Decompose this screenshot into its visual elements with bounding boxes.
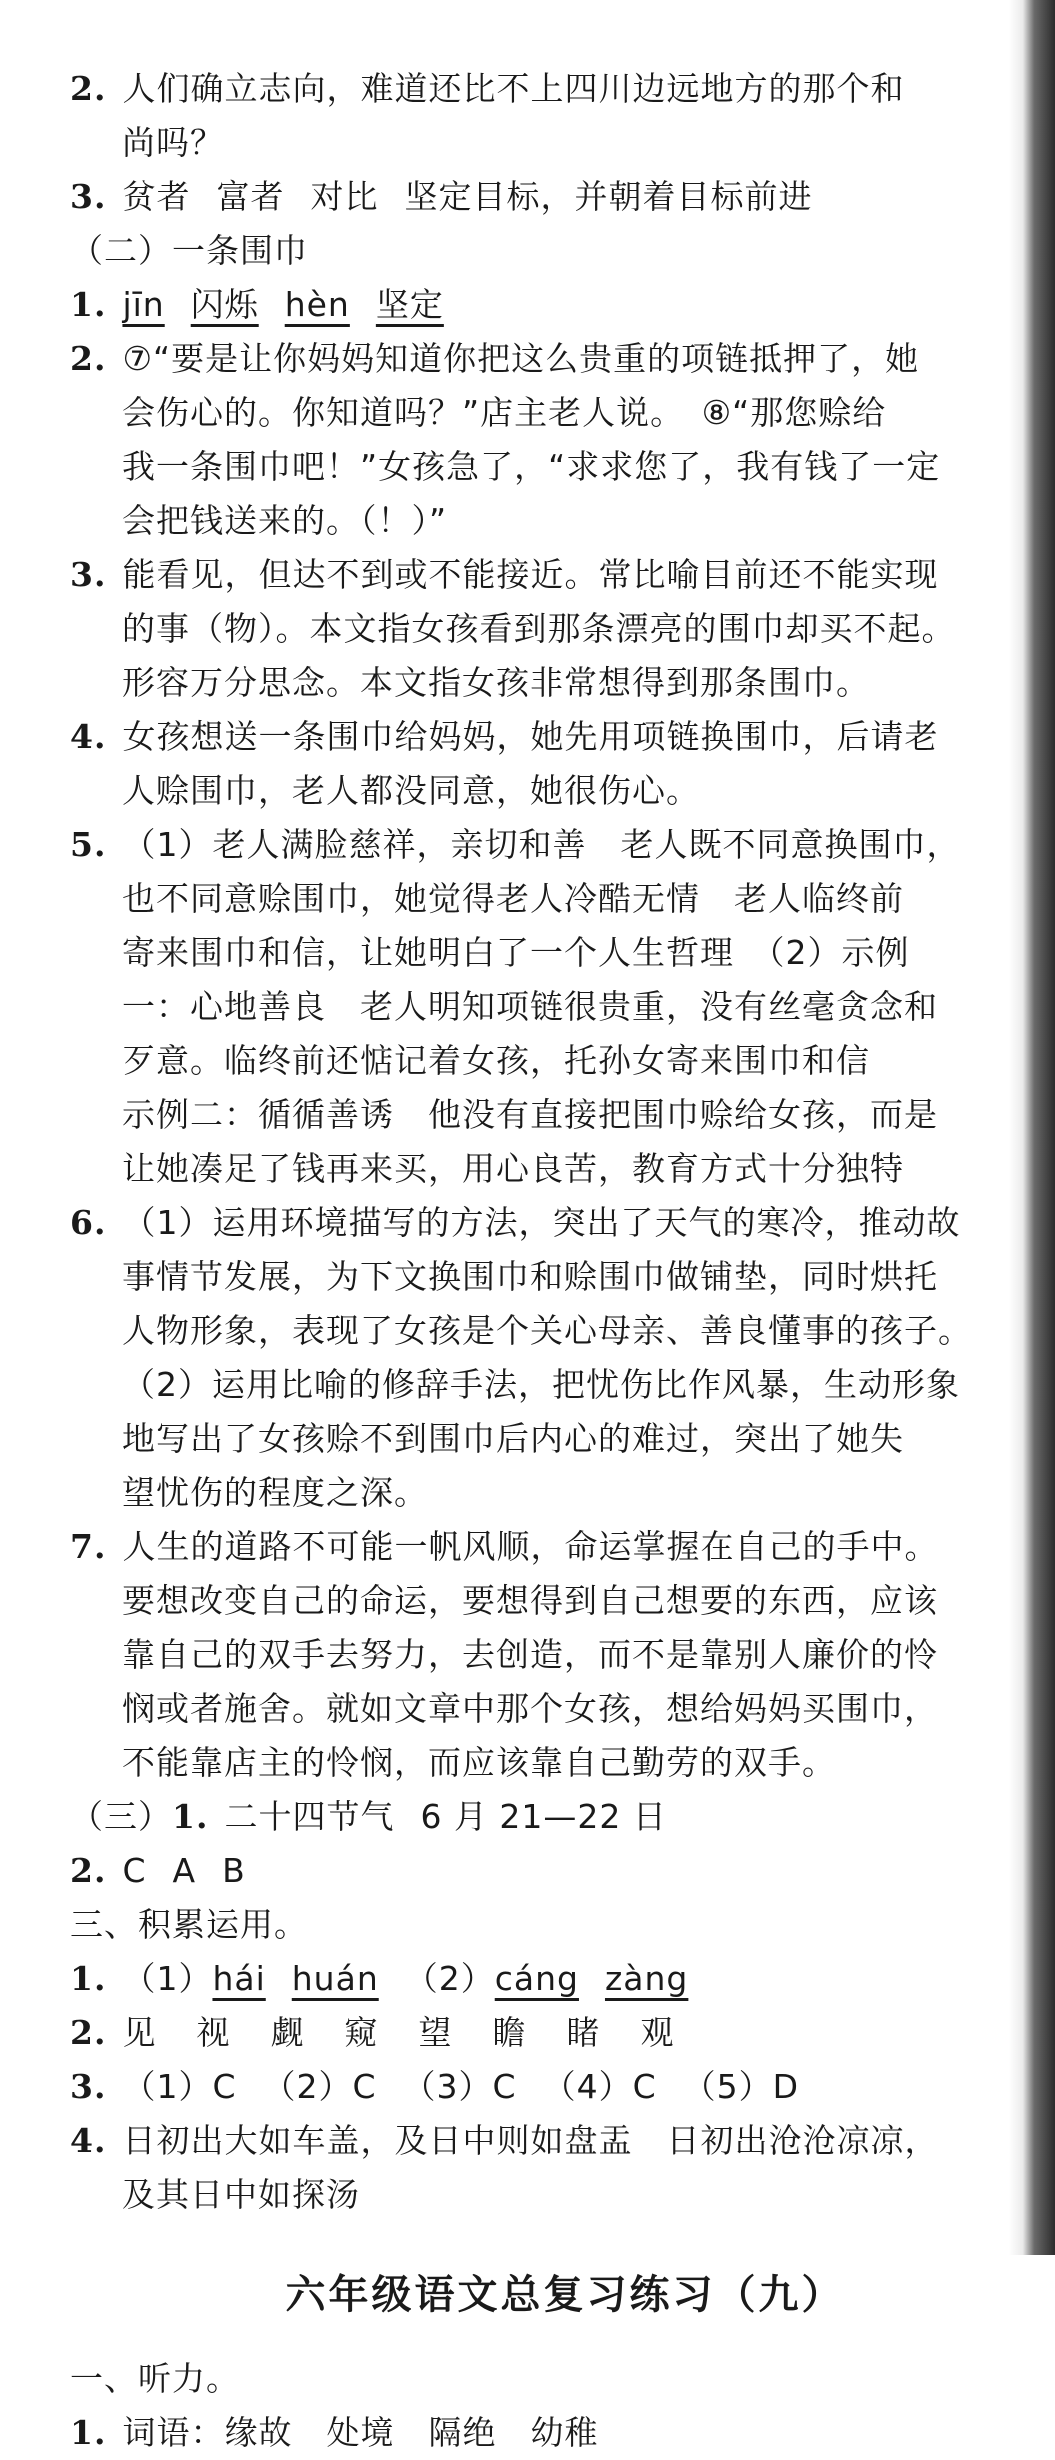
answer-text: 能看见，但达不到或不能接近。常比喻目前还不能实现 [122, 555, 939, 594]
answer-part: 窥 [344, 2013, 379, 2052]
answer-text: 会伤心的。你知道吗？”店主老人说。 ⑧“那您赊给 [122, 393, 887, 432]
answer-part: A [172, 1851, 197, 1890]
answer-part: 观 [640, 2013, 675, 2052]
answer-text: 要想改变自己的命运，要想得到自己想要的东西，应该 [122, 1581, 938, 1620]
answer-line [70, 1250, 1000, 1304]
item-number: 4. [70, 2121, 107, 2160]
answer-part: 6 月 21—22 日 [420, 1797, 667, 1836]
answer-part: 富者 [216, 177, 285, 216]
answer-part: （5）D [682, 2067, 800, 2106]
answer-line [70, 1952, 1000, 2006]
answer-part: 视 [196, 2013, 231, 2052]
item-number: 2. [70, 1851, 107, 1890]
item-number: 3. [70, 2067, 107, 2106]
answer-part: 对比 [310, 177, 379, 216]
pinyin-answer: huán [291, 1959, 379, 1998]
answer-text: 不能靠店主的怜悯，而应该靠自己勤劳的双手。 [122, 1743, 836, 1782]
answer-line [70, 2114, 1000, 2168]
answer-part: 见 [122, 2013, 157, 2052]
item-number: 7. [70, 1527, 107, 1566]
answer-text: （1）运用环境描写的方法，突出了天气的寒冷，推动故 [122, 1203, 961, 1242]
answer-line [70, 116, 1000, 170]
heading-text: 三、积累运用。 [70, 1905, 308, 1944]
item-number: 2. [70, 339, 107, 378]
answer-line [70, 926, 1000, 980]
section-title: 六年级语文总复习练习（九） [285, 2272, 845, 2318]
answer-line [70, 548, 1000, 602]
answer-part: 贫者 [122, 177, 191, 216]
heading-text: （二）一条围巾 [70, 231, 308, 270]
answer-text: 人物形象，表现了女孩是个关心母亲、善良懂事的孩子。 [122, 1311, 972, 1350]
word-answer: 坚定 [375, 285, 444, 324]
answer-line [70, 1844, 1000, 1898]
answer-content [70, 62, 1000, 2460]
answer-line [70, 1196, 1000, 1250]
answer-text: 靠自己的双手去努力，去创造，而不是靠别人廉价的怜 [122, 1635, 938, 1674]
answer-line [70, 2168, 1000, 2222]
answer-line [70, 62, 1000, 116]
item-number: 4. [70, 717, 107, 756]
answer-text: 日初出大如车盖，及日中则如盘盂 日初出沧沧凉凉， [122, 2121, 939, 2160]
answer-text: 我一条围巾吧！”女孩急了，“求求您了，我有钱了一定 [122, 447, 941, 486]
answer-line [70, 332, 1000, 386]
page-edge-shadow [1009, 0, 1055, 2255]
answer-line [70, 1412, 1000, 1466]
subsection-heading: （三） [70, 1797, 172, 1836]
item-number: 2. [70, 69, 107, 108]
answer-line [70, 1034, 1000, 1088]
answer-line [70, 656, 1000, 710]
heading-text: 一、听力。 [70, 2359, 240, 2398]
answer-line [70, 2060, 1000, 2114]
answer-line [70, 2406, 1000, 2460]
item-number: 3. [70, 555, 107, 594]
answer-line [70, 170, 1000, 224]
answer-part: （3）C [402, 2067, 517, 2106]
answer-line [70, 278, 1000, 332]
pinyin-answer: hái [212, 1959, 266, 1998]
answer-text: 的事（物）。本文指女孩看到那条漂亮的围巾却买不起。 [122, 609, 956, 648]
answer-part: 睹 [566, 2013, 601, 2052]
answer-text: 地写出了女孩赊不到围巾后内心的难过，突出了她失 [122, 1419, 904, 1458]
answer-text: ⑦“要是让你妈妈知道你把这么贵重的项链抵押了，她 [122, 339, 920, 378]
section-heading [70, 2352, 1000, 2406]
answer-part: B [222, 1851, 246, 1890]
answer-part: （4）C [542, 2067, 657, 2106]
answer-line [70, 1682, 1000, 1736]
answer-text: （2）运用比喻的修辞手法，把忧伤比作风暴，生动形象 [122, 1365, 960, 1404]
answer-part: C [122, 1851, 147, 1890]
answer-text: 词语：缘故 处境 隔绝 幼稚 [122, 2413, 599, 2452]
answer-text: 形容万分思念。本文指女孩非常想得到那条围巾。 [122, 663, 870, 702]
answer-text: 人生的道路不可能一帆风顺，命运掌握在自己的手中。 [122, 1527, 939, 1566]
answer-line [70, 1358, 1000, 1412]
answer-line [70, 386, 1000, 440]
item-number: 1. [70, 1959, 107, 1998]
answer-line [70, 494, 1000, 548]
sub-number: （2） [404, 1959, 495, 1998]
answer-line [70, 1088, 1000, 1142]
answer-text: 一：心地善良 老人明知项链很贵重，没有丝毫贪念和 [122, 987, 938, 1026]
answer-line [70, 1304, 1000, 1358]
answer-part: 二十四节气 [224, 1797, 395, 1836]
answer-part: 觑 [270, 2013, 305, 2052]
answer-part: 坚定目标，并朝着目标前进 [404, 177, 813, 216]
answer-part: 瞻 [492, 2013, 527, 2052]
answer-text: 也不同意赊围巾，她觉得老人冷酷无情 老人临终前 [122, 879, 904, 918]
answer-text: （1）老人满脸慈祥，亲切和善 老人既不同意换围巾， [122, 825, 961, 864]
item-number: 1. [70, 285, 107, 324]
answer-line [70, 1574, 1000, 1628]
answer-part: （1）C [122, 2067, 237, 2106]
answer-text: 会把钱送来的。（！）” [122, 501, 448, 540]
answer-line [70, 1628, 1000, 1682]
answer-line [70, 1466, 1000, 1520]
sub-number: （1） [122, 1959, 213, 1998]
subsection-heading [70, 224, 1000, 278]
answer-line [70, 1520, 1000, 1574]
answer-text: 望忧伤的程度之深。 [122, 1473, 428, 1512]
pinyin-answer: cáng [494, 1959, 579, 1998]
answer-line [70, 710, 1000, 764]
answer-text: 示例二：循循善诱 他没有直接把围巾赊给女孩，而是 [122, 1095, 938, 1134]
answer-line [70, 1790, 1000, 1844]
pinyin-answer: hèn [284, 285, 350, 324]
answer-part: （2）C [262, 2067, 377, 2106]
answer-text: 让她凑足了钱再来买，用心良苦，教育方式十分独特 [122, 1149, 904, 1188]
answer-text: 事情节发展，为下文换围巾和赊围巾做铺垫，同时烘托 [122, 1257, 938, 1296]
answer-line [70, 1736, 1000, 1790]
answer-line [70, 764, 1000, 818]
answer-part: 望 [418, 2013, 453, 2052]
answer-line [70, 980, 1000, 1034]
section-heading [70, 1898, 1000, 1952]
item-number: 2. [70, 2013, 107, 2052]
answer-line [70, 2006, 1000, 2060]
answer-text: 尚吗？ [122, 123, 224, 162]
answer-text: 女孩想送一条围巾给妈妈，她先用项链换围巾，后请老 [122, 717, 939, 756]
answer-text: 寄来围巾和信，让她明白了一个人生哲理 （2）示例 [122, 933, 910, 972]
answer-line [70, 872, 1000, 926]
pinyin-answer: zàng [604, 1959, 689, 1998]
answer-text: 及其日中如探汤 [122, 2175, 360, 2214]
answer-line [70, 818, 1000, 872]
item-number: 1. [70, 2413, 107, 2452]
item-number: 3. [70, 177, 107, 216]
answer-text: 歹意。临终前还惦记着女孩，托孙女寄来围巾和信 [122, 1041, 870, 1080]
item-number: 5. [70, 825, 107, 864]
item-number: 6. [70, 1203, 107, 1242]
answer-text: 悯或者施舍。就如文章中那个女孩，想给妈妈买围巾， [122, 1689, 938, 1728]
item-number: 1. [172, 1797, 209, 1836]
answer-line [70, 1142, 1000, 1196]
word-answer: 闪烁 [190, 285, 259, 324]
answer-text: 人们确立志向，难道还比不上四川边远地方的那个和 [122, 69, 905, 108]
pinyin-answer: jīn [122, 285, 165, 324]
answer-text: 人赊围巾，老人都没同意，她很伤心。 [122, 771, 700, 810]
answer-line [70, 440, 1000, 494]
answer-line [70, 602, 1000, 656]
